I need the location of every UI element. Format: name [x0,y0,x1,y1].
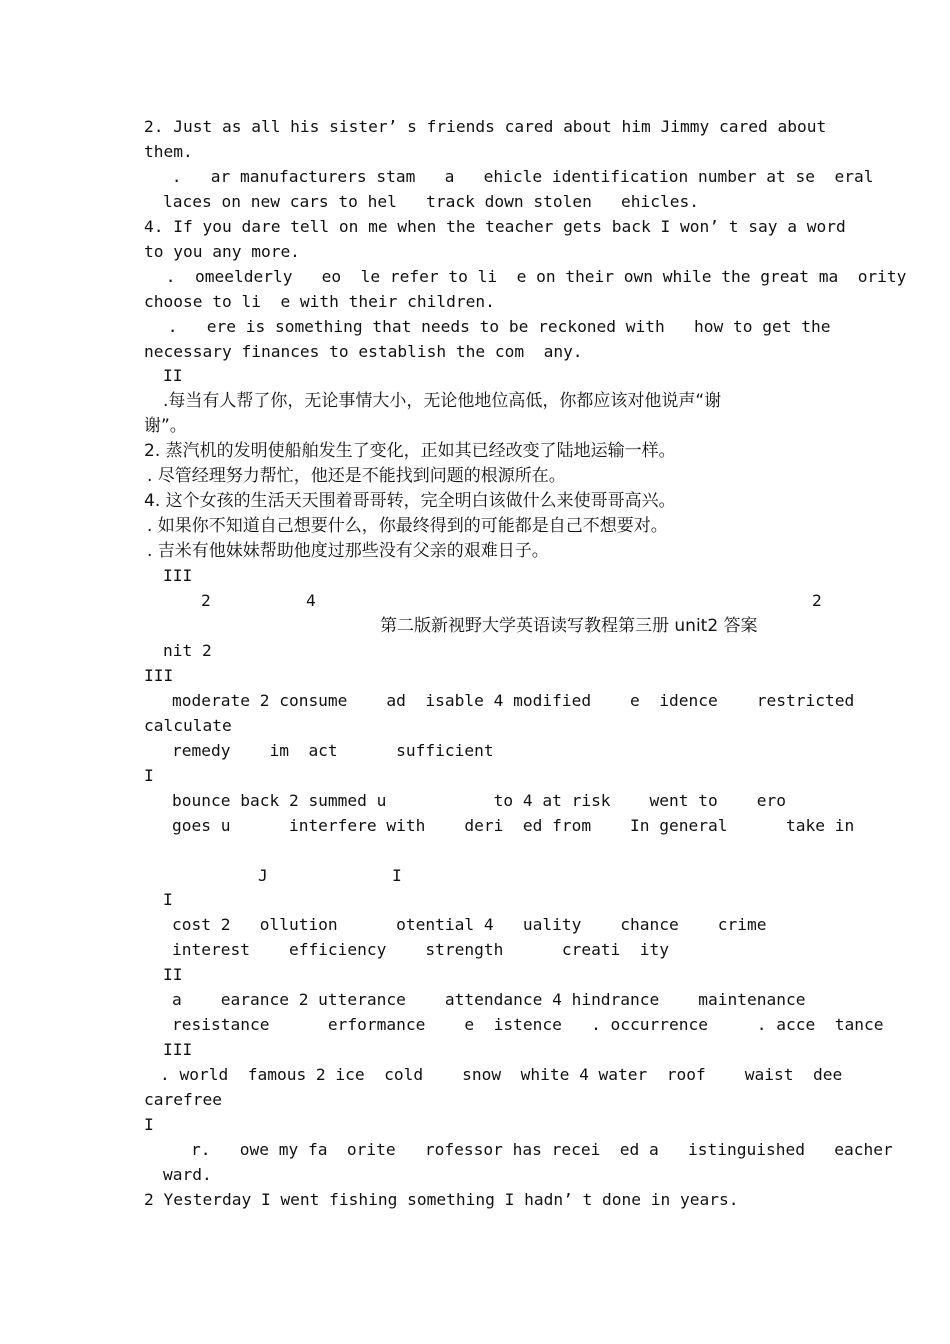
part-ii-heading: II [163,965,183,984]
translation-1-line-1: .每当有人帮了你，无论事情大小，无论他地位高低，你都应该对他说声“谢 [163,391,722,411]
part-iii2-heading: III [163,1040,193,1059]
translation-3: . 尽管经理努力帮忙，他还是不能找到问题的根源所在。 [147,466,566,486]
part-i3-line-2: ward. [163,1165,212,1184]
part-i3-heading: I [144,1115,154,1134]
part-j-marker: J [258,866,268,885]
part-i2-line-1: cost 2 ollution otential 4 uality chance crime [172,915,767,934]
part-iii-line-1: moderate 2 consume ad isable 4 modified e idence restricted [172,691,855,710]
part-i-line-2: goes u interfere with deri ed from In general take in [172,816,855,835]
translation-1-line-2: 谢”。 [144,416,187,436]
part-i3-line-3: 2 Yesterday I went fishing something I hadn’ t done in years. [144,1190,739,1209]
sentence-3-line-1: . ar manufacturers stam a ehicle identification number at se eral [162,167,874,186]
section-heading-iii: III [163,566,193,585]
part-i2-line-2: interest efficiency strength creati ity [172,940,670,959]
sentence-2-line-2: them. [144,142,193,161]
translation-6: . 吉米有他妹妹帮助他度过那些没有父亲的艰难日子。 [147,541,549,561]
unit-label: nit 2 [163,641,212,660]
part-ii-line-1: a earance 2 utterance attendance 4 hindrance maintenance [172,990,806,1009]
part-i-heading: I [144,766,154,785]
part-iii-heading: III [144,666,174,685]
document-title: 第二版新视野大学英语读写教程第三册 unit2 答案 [380,616,758,636]
sentence-4-line-2: to you any more. [144,242,300,261]
part-ii-line-2: resistance erformance e istence . occurrence . acce tance [172,1015,884,1034]
sentence-5-line-2: choose to li e with their children. [144,292,495,311]
stray-number-2: 2 [201,591,211,610]
part-iii2-line-1: . world famous 2 ice cold snow white 4 water roof waist dee [160,1065,843,1084]
stray-number-4: 4 [306,591,316,610]
translation-5: . 如果你不知道自己想要什么，你最终得到的可能都是自己不想要对。 [147,516,668,536]
sentence-2-line-1: 2. Just as all his sister’ s friends cared about him Jimmy cared about [144,117,827,136]
section-heading-ii: II [163,366,183,385]
part-i2-heading: I [163,890,173,909]
part-iii-line-2: calculate [144,716,232,735]
part-i-marker: I [392,866,402,885]
translation-4: 4. 这个女孩的生活天天围着哥哥转，完全明白该做什么来使哥哥高兴。 [144,491,676,511]
sentence-4-line-1: 4. If you dare tell on me when the teacher gets back I won’ t say a word [144,217,846,236]
sentence-6-line-2: necessary finances to establish the com any. [144,342,583,361]
translation-2: 2. 蒸汽机的发明使船舶发生了变化，正如其已经改变了陆地运输一样。 [144,441,676,461]
sentence-6-line-1: . ere is something that needs to be reckoned with how to get the [158,317,831,336]
part-i-line-1: bounce back 2 summed u to 4 at risk went to ero [172,791,786,810]
part-iii2-line-2: carefree [144,1090,222,1109]
stray-number-2-right: 2 [812,591,822,610]
part-i3-line-1: r. owe my fa orite rofessor has recei ed a istinguished eacher [191,1140,893,1159]
sentence-3-line-2: laces on new cars to hel track down stolen ehicles. [163,192,700,211]
part-iii-line-3: remedy im act sufficient [172,741,494,760]
sentence-5-line-1: . omeelderly eo le refer to li e on their own while the great ma ority [156,267,907,286]
